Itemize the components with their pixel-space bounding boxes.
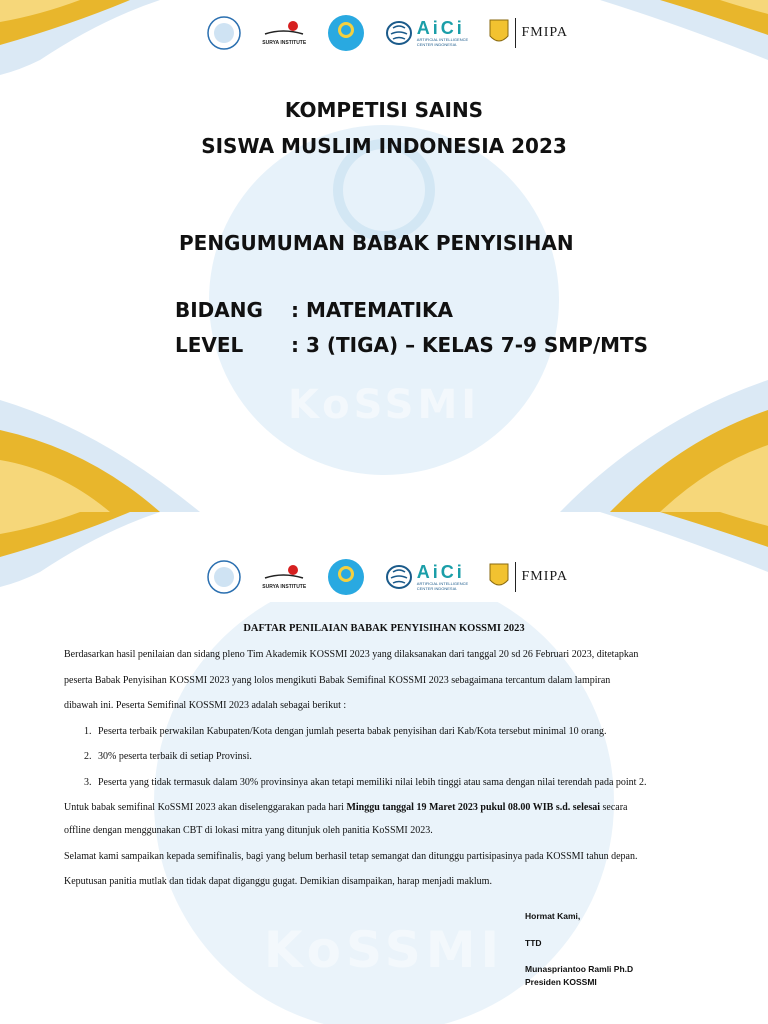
document-body	[64, 642, 714, 892]
aici-title-2: AiCi	[416, 562, 465, 582]
logo-bar	[198, 8, 576, 58]
fmipa-logo	[488, 18, 568, 48]
level-label: LEVEL	[175, 333, 244, 357]
aici-logo-2	[385, 563, 468, 591]
semifinal-schedule: Minggu tanggal 19 Maret 2023 pukul 08.00 WIB s.d. selesai	[346, 802, 600, 813]
list-item: 1. Peserta terbaik perwakilan Kabupaten/Kota dengan jumlah peserta babak penyisihan dari Kab/Kota tersebut minimal 10 orang.	[84, 725, 607, 737]
p1-line3: dibawah ini. Peserta Semifinal KOSSMI 2023 adalah sebagai berikut :	[64, 700, 347, 711]
fmipa-separator	[515, 18, 516, 48]
level-row	[175, 333, 648, 357]
watermark-text: KoSSMI	[287, 382, 481, 428]
aici-sub1-2: ARTIFICIAL INTELLIGENCE	[416, 581, 469, 586]
fmipa-label-2: FMIPA	[521, 569, 568, 584]
list-item: 3. Peserta yang tidak termasuk dalam 30% provinsinya akan tetapi memiliki nilai lebih tinggi atau sama dengan nilai terendah pada point 2.	[84, 776, 647, 788]
closing: Hormat Kami,	[525, 911, 581, 921]
field-value: : MATEMATIKA	[291, 298, 453, 322]
aici-title: AiCi	[416, 18, 465, 38]
list-item: 2. 30% peserta terbaik di setiap Provinsi.	[84, 751, 252, 762]
kossmi-logo-2	[327, 558, 365, 596]
ttd: TTD	[525, 938, 542, 948]
fmipa-separator-2	[515, 562, 516, 592]
fmipa-logo-2	[488, 562, 568, 592]
p2-line2: offline dengan menggunakan CBT di lokasi mitra yang ditunjuk oleh panitia KoSSMI 2023.	[64, 824, 433, 836]
p3: Selamat kami sampaikan kepada semifinalis, bagi yang belum berhasil tetap semangat dan ditunggu partisipasinya pada KOSSMI tahun depan.	[64, 850, 638, 862]
aici-sub2: CENTER INDONESIA	[416, 42, 457, 47]
kossmi-logo	[327, 14, 365, 52]
surya-label-2: SURYA INSTITUTE	[262, 584, 307, 590]
watermark-text-2: KoSSMI	[263, 921, 505, 979]
aici-sub1: ARTIFICIAL INTELLIGENCE	[416, 37, 469, 42]
logo-bar-page2	[198, 552, 576, 602]
academy-logo-2	[206, 559, 242, 595]
p1-line1: Berdasarkan hasil penilaian dan sidang pleno Tim Akademik KOSSMI 2023 yang dilaksanakan dari tanggal 20 sd 26 Februari 2023, ditetapkan	[64, 649, 639, 660]
aici-logo	[385, 19, 468, 47]
field-label: BIDANG	[175, 298, 263, 322]
surya-label: SURYA INSTITUTE	[262, 40, 307, 46]
surya-institute-logo-2	[262, 564, 306, 590]
cover-title	[0, 92, 768, 164]
p2-line1: Untuk babak semifinal KoSSMI 2023 akan diselenggarakan pada hari Minggu tanggal 19 Maret 2023 pukul 08.00 WIB s.d. selesai secara	[64, 802, 628, 813]
signer-name: Munaspriantoo Ramli Ph.D	[525, 964, 634, 974]
surya-institute-logo	[262, 20, 306, 46]
academy-logo	[206, 15, 242, 51]
fmipa-label: FMIPA	[521, 25, 568, 40]
p4: Keputusan panitia mutlak dan tidak dapat diganggu gugat. Demikian disampaikan, harap menjadi maklum.	[64, 875, 492, 887]
level-value: : 3 (TIGA) – KELAS 7-9 SMP/MTS	[291, 333, 649, 357]
announcement-heading: PENGUMUMAN BABAK PENYISIHAN	[179, 231, 574, 255]
title-line-1: KOMPETISI SAINS	[284, 98, 484, 122]
document-title: DAFTAR PENILAIAN BABAK PENYISIHAN KOSSMI 2023	[243, 623, 525, 634]
title-line-2: SISWA MUSLIM INDONESIA 2023	[201, 134, 567, 158]
signer-title: Presiden KOSSMI	[525, 977, 597, 987]
field-row	[175, 298, 453, 322]
aici-sub2-2: CENTER INDONESIA	[416, 586, 457, 591]
p1-line2: peserta Babak Penyisihan KOSSMI 2023 yang lolos mengikuti Babak Semifinal KOSSMI 2023 sebagaimana tercantum dalam lampiran	[64, 674, 611, 686]
